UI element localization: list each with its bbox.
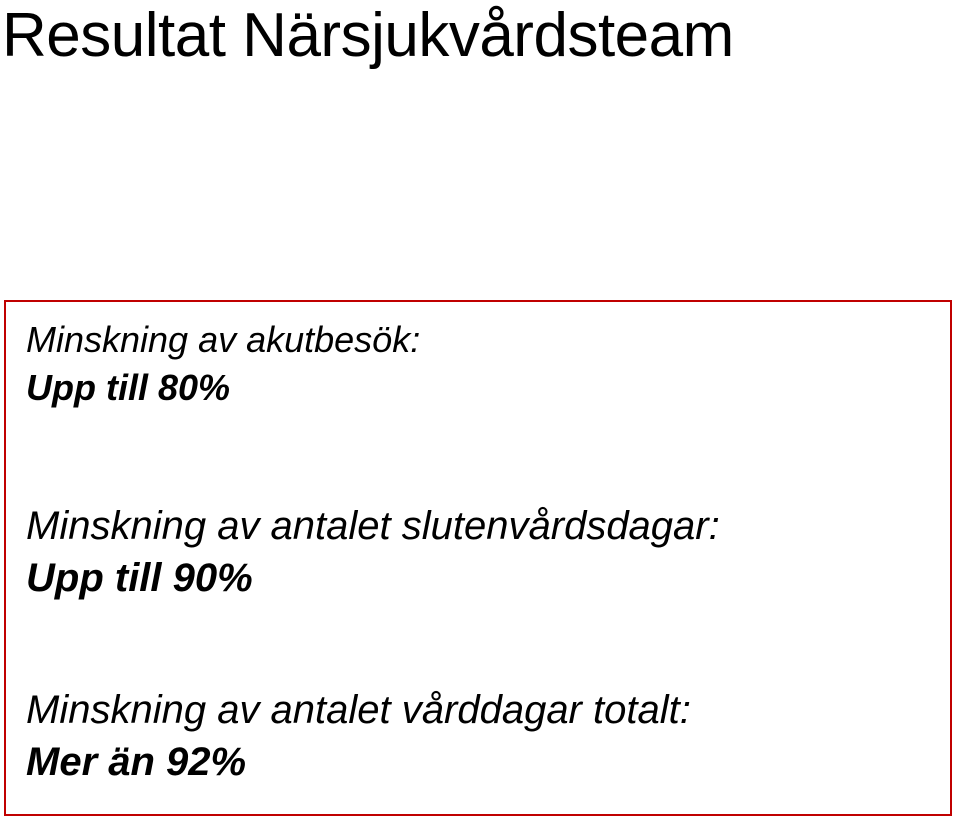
result-value: Upp till 90% — [26, 556, 253, 600]
result-label: Minskning av akutbesök: — [26, 319, 421, 360]
result-label: Minskning av antalet vårddagar totalt: — [26, 688, 691, 732]
result-akutbesok — [26, 316, 420, 412]
result-slutenvardsdagar — [26, 500, 720, 604]
result-label: Minskning av antalet slutenvårdsdagar: — [26, 504, 720, 548]
results-box — [4, 300, 952, 816]
result-value: Upp till 80% — [26, 367, 231, 408]
result-varddagar-totalt — [26, 684, 691, 788]
slide-title: Resultat Närsjukvårdsteam — [2, 1, 734, 70]
result-value: Mer än 92% — [26, 740, 247, 784]
